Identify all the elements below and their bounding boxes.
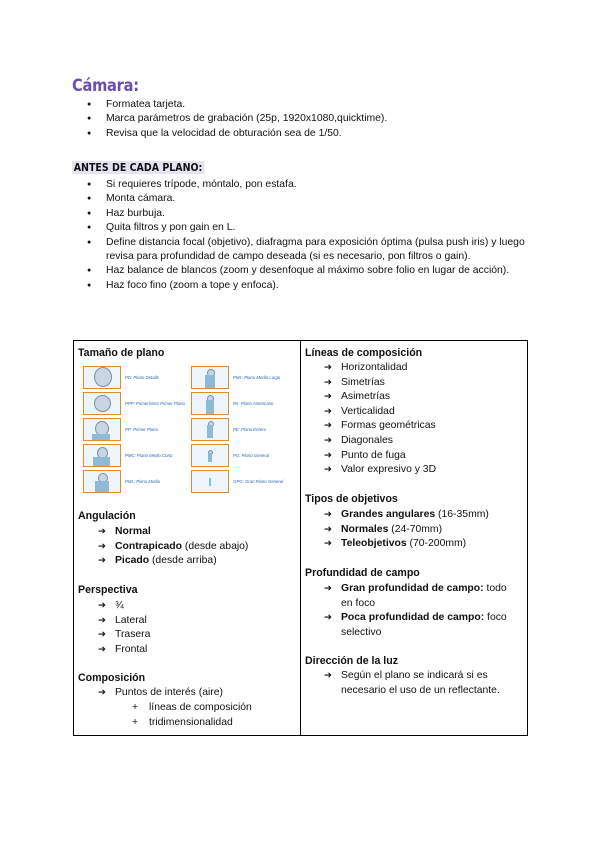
list-item: ● Si requieres trípode, móntalo, pon estafa.	[72, 178, 532, 192]
list-item: ● Quita filtros y pon gain en L.	[72, 221, 532, 235]
list-item: ● Marca parámetros de grabación (25p, 1920x1080,quicktime).	[72, 112, 532, 126]
right-column	[302, 341, 527, 735]
list-item: ➔ Formas geométricas	[324, 419, 436, 434]
shot-label: PPP: Primerísimo Primer Plano	[125, 401, 185, 406]
composicion-sublist	[132, 701, 252, 730]
camara-heading: Cámara:	[72, 76, 139, 96]
list-item: ➔ Simetrías	[324, 376, 436, 391]
shot-pmc	[83, 444, 195, 467]
shot-label: PD: Plano Detalle	[125, 375, 159, 380]
direccion-list	[324, 669, 516, 698]
shot-label: PMC: Plano Medio Corto	[125, 453, 173, 458]
angulacion-heading: Angulación	[78, 510, 136, 522]
list-item: ➔ Grandes angulares (16-35mm)	[324, 508, 489, 523]
shot-label: GPG: Gran Plano General	[233, 479, 284, 484]
list-item: + tridimensionalidad	[132, 716, 252, 731]
list-item: ● Define distancia focal (objetivo), diafragma para exposición óptima (pulsa push iris) y luego revisa para profundidad de campo deseada (si es necesario, pon filtros o gain).	[72, 236, 532, 265]
shot-label: PG: Plano General	[233, 453, 270, 458]
list-item: + líneas de composición	[132, 701, 252, 716]
shot-pp	[83, 418, 195, 441]
shot-pg	[191, 444, 303, 467]
composicion-heading: Composición	[78, 672, 146, 684]
shot-label: PE: Plano Entero	[233, 427, 266, 432]
objetivos-heading: Tipos de objetivos	[305, 493, 398, 505]
list-item: ➔ Asimetrías	[324, 390, 436, 405]
shot-label: PA: Plano Americano	[233, 401, 274, 406]
list-item: ➔ Diagonales	[324, 434, 436, 449]
list-item: ● Monta cámara.	[72, 192, 532, 206]
profundidad-list	[324, 582, 516, 640]
shot-label: PML: Plano Medio	[125, 479, 161, 484]
antes-heading: ANTES DE CADA PLANO:	[73, 161, 203, 174]
shot-thumbnail	[191, 444, 229, 467]
shot-thumbnail	[191, 392, 229, 415]
shot-pm	[83, 470, 195, 493]
shot-thumbnail	[83, 392, 121, 415]
shot-pml	[191, 366, 303, 389]
shot-label: PML: Plano Medio Largo	[233, 375, 281, 380]
list-item: ● Formatea tarjeta.	[72, 98, 532, 112]
composicion-list	[98, 686, 223, 701]
perspectiva-heading: Perspectiva	[78, 584, 138, 596]
list-item: ● Haz burbuja.	[72, 207, 532, 221]
list-item: ➔ ¾	[98, 599, 150, 614]
lineas-list	[324, 361, 436, 478]
angulacion-list	[98, 525, 248, 569]
list-item: ➔ Teleobjetivos (70-200mm)	[324, 537, 489, 552]
lineas-heading: Líneas de composición	[305, 347, 423, 359]
shot-thumbnail	[191, 470, 229, 493]
list-item: ● Revisa que la velocidad de obturación sea de 1/50.	[72, 127, 532, 141]
shot-size-grid	[83, 366, 297, 492]
shot-thumbnail	[191, 366, 229, 389]
shot-pa	[191, 392, 303, 415]
shot-ppp	[83, 392, 195, 415]
perspectiva-list	[98, 599, 150, 657]
shot-thumbnail	[83, 444, 121, 467]
list-item: ➔ Según el plano se indicará si es necesario el uso de un reflectante.	[324, 669, 516, 698]
shot-label: PP: Primer Plano	[125, 427, 158, 432]
list-item: ➔ Normal	[98, 525, 248, 540]
list-item: ➔ Frontal	[98, 643, 150, 658]
tamano-heading: Tamaño de plano	[78, 347, 165, 359]
list-item: ● Haz balance de blancos (zoom y desenfoque al máximo sobre folio en lugar de acción).	[72, 264, 532, 278]
direccion-heading: Dirección de la luz	[305, 655, 399, 667]
list-item: ➔ Poca profundidad de campo: foco selectivo	[324, 611, 516, 640]
list-item: ➔ Valor expresivo y 3D	[324, 463, 436, 478]
summary-table	[73, 340, 528, 736]
profundidad-heading: Profundidad de campo	[305, 567, 420, 579]
list-item: ➔ Gran profundidad de campo: todo en foco	[324, 582, 516, 611]
left-column	[74, 341, 301, 735]
list-item: ➔ Puntos de interés (aire)	[98, 686, 223, 701]
list-item: ➔ Contrapicado (desde abajo)	[98, 540, 248, 555]
list-item: ● Haz foco fino (zoom a tope y enfoca).	[72, 279, 532, 293]
list-item: ➔ Horizontalidad	[324, 361, 436, 376]
shot-pe	[191, 418, 303, 441]
objetivos-list	[324, 508, 489, 552]
shot-thumbnail	[191, 418, 229, 441]
shot-gpg	[191, 470, 303, 493]
shot-thumbnail	[83, 418, 121, 441]
list-item: ➔ Picado (desde arriba)	[98, 554, 248, 569]
list-item: ➔ Lateral	[98, 614, 150, 629]
antes-list	[72, 178, 532, 293]
shot-thumbnail	[83, 366, 121, 389]
shot-thumbnail	[83, 470, 121, 493]
shot-pd	[83, 366, 195, 389]
list-item: ➔ Verticalidad	[324, 405, 436, 420]
list-item: ➔ Trasera	[98, 628, 150, 643]
camara-list	[72, 98, 532, 141]
list-item: ➔ Punto de fuga	[324, 449, 436, 464]
list-item: ➔ Normales (24-70mm)	[324, 523, 489, 538]
